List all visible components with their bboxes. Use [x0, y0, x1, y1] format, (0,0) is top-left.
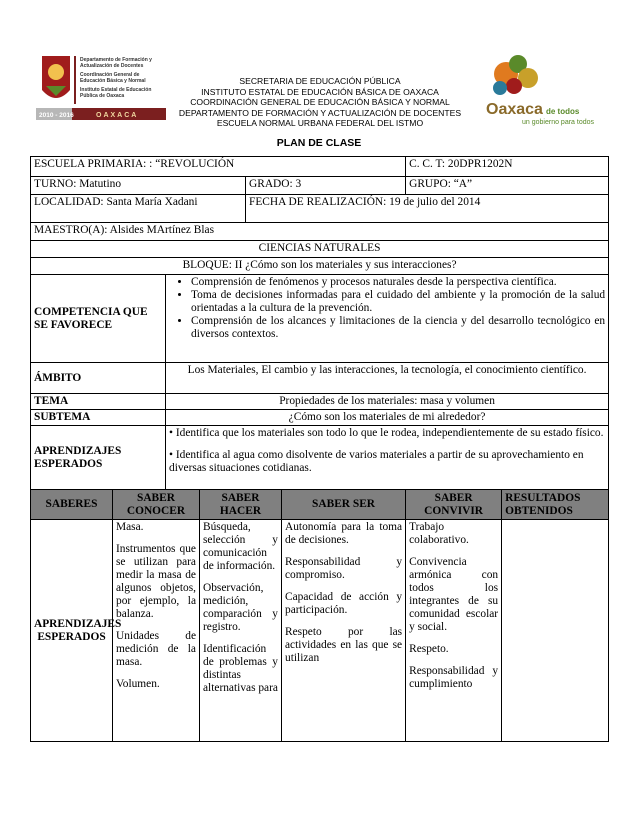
oaxaca-education-logo	[36, 50, 166, 122]
list-item: Masa.	[116, 521, 144, 533]
header-line: COORDINACIÓN GENERAL DE EDUCACIÓN BÁSICA Y NORMAL	[190, 97, 450, 107]
svg-text:Coordinación General de: Coordinación General de	[80, 72, 140, 78]
saberes-header: SABERES	[31, 490, 113, 520]
date: FECHA DE REALIZACIÓN: 19 de julio del 2014	[246, 195, 609, 223]
header-line: SECRETARIA DE EDUCACIÓN PÚBLICA	[239, 76, 401, 86]
topic-label: TEMA	[31, 394, 166, 410]
table-row	[31, 195, 609, 223]
expected-learning-list	[166, 426, 609, 490]
school-cct: C. C. T: 20DPR1202N	[406, 157, 609, 177]
table-row	[31, 275, 609, 363]
svg-text:Instituto Estatal de Educación: Instituto Estatal de Educación	[80, 87, 152, 93]
list-item: Responsabilidad y cumplimiento	[409, 665, 499, 690]
table-row	[31, 426, 609, 490]
scope-value: Los Materiales, El cambio y las interacciones, la tecnología, el conocimiento científico.	[166, 363, 609, 394]
list-item: • Comprensión de los alcances y limitaciones de la ciencia y del desarrollo tecnológico en diversos contextos.	[191, 315, 605, 341]
oaxaca-government-logo	[478, 50, 608, 130]
table-row	[31, 241, 609, 258]
svg-text:Actualización de Docentes: Actualización de Docentes	[80, 63, 144, 69]
table-row	[31, 363, 609, 394]
svg-text:OAXACA: OAXACA	[96, 112, 139, 119]
saber-hacer-header: SABER HACER	[200, 490, 282, 520]
saber-convivir-cell	[406, 520, 502, 742]
page-title: PLAN DE CLASE	[276, 137, 362, 149]
header-line: DEPARTAMENTO DE FORMACIÓN Y ACTUALIZACIÓN DE DOCENTES	[178, 107, 462, 118]
svg-text:un gobierno para todos: un gobierno para todos	[522, 119, 594, 126]
list-item: Volumen.	[116, 678, 160, 690]
svg-text:Oaxaca: Oaxaca	[486, 101, 543, 118]
table-row	[31, 258, 609, 275]
document-header	[0, 0, 638, 160]
locality: LOCALIDAD: Santa María Xadani	[31, 195, 246, 223]
saber-convivir-header: SABER CONVIVIR	[406, 490, 502, 520]
list-item: Trabajo colaborativo.	[409, 521, 469, 546]
svg-text:Departamento de Formación y: Departamento de Formación y	[80, 57, 152, 63]
block: BLOQUE: II ¿Cómo son los materiales y sus interacciones?	[31, 258, 609, 275]
list-item: • Toma de decisiones informadas para el cuidado del ambiente y la promoción de la salud orientadas a la cultura de la prevención.	[191, 289, 605, 315]
header-line: INSTITUTO ESTATAL DE EDUCACIÓN BÁSICA DE OAXACA	[201, 86, 439, 97]
svg-text:Pública de Oaxaca: Pública de Oaxaca	[80, 93, 125, 99]
list-item: Observación, medición, comparación y registro.	[203, 582, 278, 633]
subject: CIENCIAS NATURALES	[31, 241, 609, 258]
competency-label: COMPETENCIA QUE SE FAVORECE	[31, 275, 166, 363]
list-item: Unidades de medición de la masa.	[116, 630, 196, 668]
saber-conocer-header: SABER CONOCER	[113, 490, 200, 520]
header-line: ESCUELA NORMAL URBANA FEDERAL DEL ISTMO	[216, 118, 424, 128]
school-name: ESCUELA PRIMARIA: : “REVOLUCIÓN	[31, 157, 406, 177]
expected-learning-label: APRENDIZAJES ESPERADOS	[31, 426, 166, 490]
list-item: Convivencia armónica con todos los integrantes de su comunidad escolar y social.	[409, 556, 499, 633]
list-item: Identificación de problemas y distintas alternativas para	[203, 643, 278, 694]
svg-text:Educación Básica y Normal: Educación Básica y Normal	[80, 78, 146, 84]
saber-ser-header: SABER SER	[282, 490, 406, 520]
list-item: • Identifica al agua como disolvente de varios materiales a partir de su aprovechamiento en diversas situaciones cotidianas.	[169, 449, 584, 474]
table-row	[31, 157, 609, 177]
list-item: • Comprensión de fenómenos y procesos naturales desde la perspectiva científica.	[191, 276, 605, 289]
competency-list	[166, 275, 609, 363]
teacher: MAESTRO(A): Alsides MArtínez Blas	[31, 223, 609, 241]
list-item: Respeto.	[409, 643, 449, 655]
subtopic-value: ¿Cómo son los materiales de mi alrededor?	[166, 410, 609, 426]
list-item: Instrumentos que se utilizan para medir la masa de algunos objetos, por ejemplo, la balanza.	[116, 543, 196, 620]
table-row	[31, 410, 609, 426]
topic-value: Propiedades de los materiales: masa y volumen	[166, 394, 609, 410]
saberes-row	[31, 520, 609, 742]
list-item: Respeto por las actividades en las que se utilizan	[285, 626, 403, 664]
saber-conocer-cell	[113, 520, 200, 742]
results-header: RESULTADOS OBTENIDOS	[502, 490, 609, 520]
list-item: Autonomía para la toma de decisiones.	[285, 521, 403, 546]
list-item: Capacidad de acción y participación.	[285, 591, 403, 616]
table-row	[31, 223, 609, 241]
lesson-plan-table	[30, 156, 609, 742]
table-row	[31, 177, 609, 195]
grade: GRADO: 3	[246, 177, 406, 195]
shift: TURNO: Matutino	[31, 177, 246, 195]
list-item: • Identifica que los materiales son todo lo que le rodea, independientemente de su estado físico.	[169, 427, 604, 439]
list-item: Responsabilidad y compromiso.	[285, 556, 403, 581]
group: GRUPO: “A”	[406, 177, 609, 195]
list-item: Búsqueda, selección y comunicación de información.	[203, 521, 278, 572]
saberes-header-row	[31, 490, 609, 520]
saber-hacer-cell	[200, 520, 282, 742]
table-row	[31, 394, 609, 410]
results-cell	[502, 520, 609, 742]
scope-label: ÁMBITO	[31, 363, 166, 394]
svg-text:2010 - 2016: 2010 - 2016	[39, 112, 74, 119]
institution-header-lines	[170, 76, 470, 129]
saber-ser-cell	[282, 520, 406, 742]
saberes-row-label: APRENDIZAJES ESPERADOS	[31, 520, 113, 742]
subtopic-label: SUBTEMA	[31, 410, 166, 426]
svg-text:de todos: de todos	[546, 107, 580, 116]
